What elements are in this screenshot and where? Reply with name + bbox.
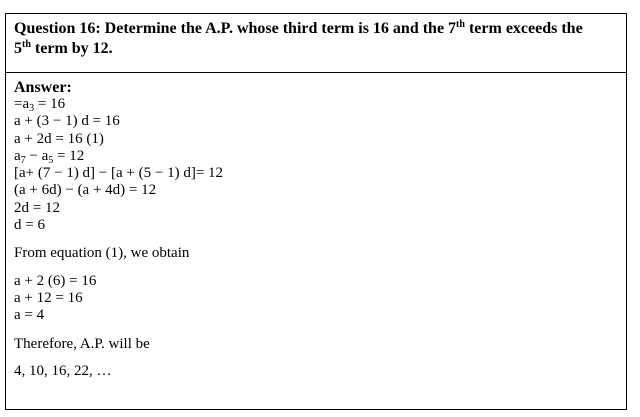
answer-section (6, 73, 626, 380)
question-text-part1: Question 16: Determine the A.P. whose third term is 16 and the 7 (14, 20, 457, 37)
equation-line-11: a = 4 (14, 307, 45, 324)
equation-line-4 (14, 148, 618, 165)
paragraph-therefore: Therefore, A.P. will be (14, 335, 150, 352)
question-superscript-2: th (22, 39, 31, 50)
paragraph-from-equation: From equation (1), we obtain (14, 245, 190, 262)
solution-box (5, 13, 627, 410)
equation-line-6: (a + 6d) − (a + 4d) = 12 (14, 182, 157, 199)
equation-line-1 (14, 96, 618, 113)
eq4-post: = 12 (53, 147, 85, 164)
question-text-part2: term exceeds the (464, 20, 583, 37)
equation-line-3: a + 2d = 16 (1) (14, 130, 104, 147)
answer-heading: Answer: (14, 79, 72, 96)
equation-line-10: a + 12 = 16 (14, 289, 83, 306)
equation-line-7: 2d = 12 (14, 199, 60, 216)
equation-line-9: a + 2 (6) = 16 (14, 272, 97, 289)
eq1-post: = 16 (34, 96, 66, 112)
equation-line-2: a + (3 − 1) d = 16 (14, 113, 120, 130)
question-superscript-1: th (456, 19, 465, 30)
result-sequence: 4, 10, 16, 22, … (14, 362, 112, 379)
equation-line-5: [a+ (7 − 1) d] − [a + (5 − 1) d]= 12 (14, 165, 224, 182)
equation-line-8: d = 6 (14, 217, 45, 234)
question-text-part3: term by 12. (30, 40, 113, 57)
eq4-mid: − a (25, 147, 49, 164)
eq1-sub: 3 (29, 103, 35, 114)
eq1-pre: =a (14, 96, 30, 112)
eq4-sub2: 5 (48, 154, 54, 166)
question-number-5: 5 (14, 40, 22, 57)
question-header (6, 14, 626, 73)
eq4-a: a (14, 147, 21, 164)
eq4-sub1: 7 (20, 154, 26, 166)
